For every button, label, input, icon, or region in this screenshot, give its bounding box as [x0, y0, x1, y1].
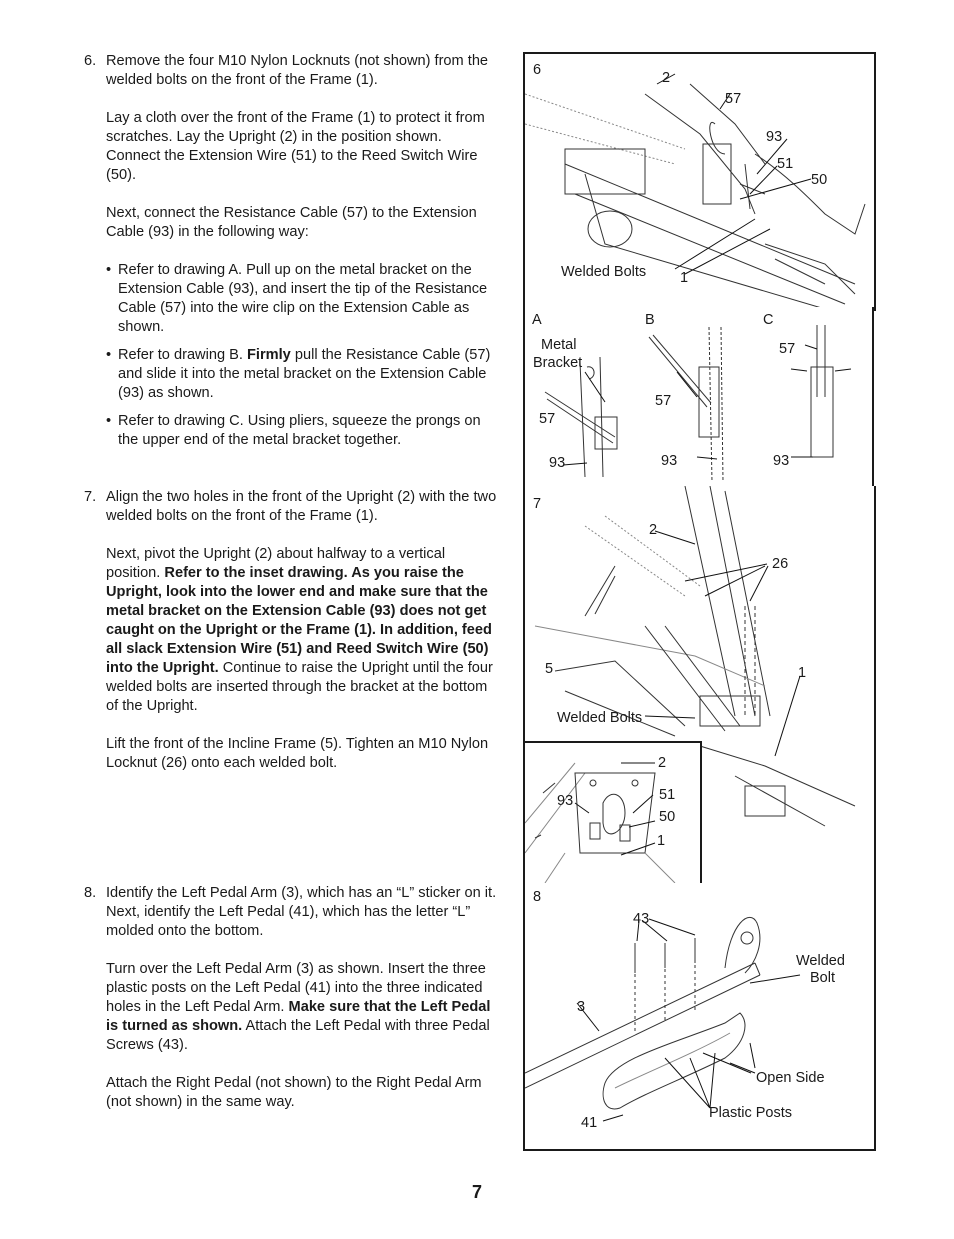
drawing-letter: A — [532, 312, 542, 328]
callout-41: 41 — [581, 1115, 598, 1131]
step-paragraph: Lift the front of the Incline Frame (5). Tighten an M10 Nylon Locknut (26) onto each welded bolt. — [106, 736, 489, 771]
drawing-letter: C — [763, 312, 774, 328]
callout-2: 2 — [658, 755, 667, 771]
step-paragraph: Attach the Right Pedal (not shown) to the Right Pedal Arm (not shown) in the same way. — [106, 1075, 482, 1110]
figure-B — [637, 307, 757, 488]
callout-26: 26 — [772, 556, 789, 572]
figure-number: 6 — [533, 62, 542, 78]
figure-7 — [523, 486, 876, 885]
step-paragraph: Identify the Left Pedal Arm (3), which has an “L” sticker on it. Next, identify the Left Pedal (41), which has the letter “L” molded onto the bottom. — [106, 885, 497, 939]
step-number: 8. — [84, 885, 97, 901]
callout-57: 57 — [539, 411, 556, 427]
figure-A — [523, 307, 641, 488]
callout-93: 93 — [557, 793, 574, 809]
text: Attach the Left Pedal with three Pedal Screws (43). — [106, 1018, 490, 1053]
text: Continue to raise the Upright until the four welded bolts are inserted through the bracket at the bottom of the Upright. — [106, 660, 493, 714]
step-7 — [84, 488, 499, 884]
callout-93: 93 — [773, 453, 790, 469]
callout-2: 2 — [662, 70, 671, 86]
figure-C — [755, 307, 874, 488]
bracket-label: Bracket — [533, 355, 583, 371]
page-number: 7 — [471, 1182, 482, 1202]
callout-5: 5 — [545, 661, 554, 677]
bold-text: Make sure that the Left Pedal is turned as shown. — [106, 999, 491, 1034]
callout-93: 93 — [549, 455, 566, 471]
step-paragraph: Remove the four M10 Nylon Locknuts (not shown) from the welded bolts on the front of the Frame (1). — [106, 53, 489, 88]
bullet-item — [106, 346, 499, 403]
inset-drawing — [525, 741, 702, 883]
step-paragraph — [106, 545, 499, 716]
bolt-label: Bolt — [810, 970, 835, 986]
bullet-item: • Refer to drawing C. Using pliers, squeeze the prongs on the upper end of the metal bracket together. — [106, 412, 499, 450]
figure-8-drawing — [525, 883, 874, 1149]
callout-57: 57 — [655, 393, 672, 409]
callout-50: 50 — [811, 172, 828, 188]
text: Refer to drawing B. — [118, 347, 243, 363]
plastic-posts-label: Plastic Posts — [709, 1105, 792, 1121]
step-paragraph: Align the two holes in the front of the Upright (2) with the two welded bolts on the front of the Frame (1). — [106, 489, 497, 524]
callout-1: 1 — [657, 833, 666, 849]
figure-6 — [523, 52, 876, 311]
bold-text: Refer to the inset drawing. As you raise the Upright, look into the lower end and make sure that the metal bracket on the Extension Cable (93) does not get caught on the Upright or the Frame (1). In addition, feed all slack Extension Wire (51) and Reed Switch Wire (50) into the Upright. — [106, 565, 492, 676]
callout-57: 57 — [779, 341, 796, 357]
callout-1: 1 — [798, 665, 807, 681]
welded-label: Welded — [796, 953, 845, 969]
step-paragraph: Next, connect the Resistance Cable (57) to the Extension Cable (93) in the following way: — [106, 205, 477, 240]
callout-51: 51 — [777, 156, 794, 172]
callout-93: 93 — [661, 453, 678, 469]
text: pull the Resistance Cable (57) and slide it into the metal bracket on the Extension Cable (93) as shown. — [118, 347, 491, 401]
callout-57: 57 — [725, 91, 742, 107]
bold-text: Firmly — [246, 347, 291, 363]
callout-2: 2 — [649, 522, 658, 538]
callout-3: 3 — [577, 999, 586, 1015]
figure-number: 8 — [533, 889, 542, 905]
callout-51: 51 — [659, 787, 676, 803]
instructions-column — [84, 52, 499, 1131]
welded-bolts-label: Welded Bolts — [561, 264, 647, 280]
step-8 — [84, 884, 499, 1112]
step-number: 7. — [84, 489, 97, 505]
bullet-item: • Refer to drawing A. Pull up on the metal bracket on the Extension Cable (93), and insert the tip of the Resistance Cable (57) into the wire clip on the Extension Cable as shown. — [106, 261, 499, 337]
text: Turn over the Left Pedal Arm (3) as shown. Insert the three plastic posts on the Left Pedal (41) into the three indicated holes in the Left Pedal Arm. — [106, 961, 486, 1015]
step-number: 6. — [84, 53, 97, 69]
step-paragraph: Lay a cloth over the front of the Frame (1) to protect it from scratches. Lay the Upright (2) in the position shown. Connect the Extension Wire (51) to the Reed Switch Wire (50). — [106, 110, 485, 183]
open-side-label: Open Side — [756, 1070, 825, 1086]
callout-1: 1 — [680, 270, 689, 286]
figure-number: 7 — [533, 496, 542, 512]
figure-8 — [523, 883, 876, 1151]
step-paragraph — [106, 960, 499, 1055]
metal-label: Metal — [541, 337, 577, 353]
text: Next, pivot the Upright (2) about halfway to a vertical position. — [106, 546, 446, 581]
callout-93: 93 — [766, 129, 783, 145]
welded-bolts-label: Welded Bolts — [557, 710, 643, 726]
callout-43: 43 — [633, 911, 650, 927]
drawing-letter: B — [645, 312, 655, 328]
callout-50: 50 — [659, 809, 676, 825]
figure-A-drawing — [525, 307, 639, 486]
step-6 — [84, 52, 499, 488]
